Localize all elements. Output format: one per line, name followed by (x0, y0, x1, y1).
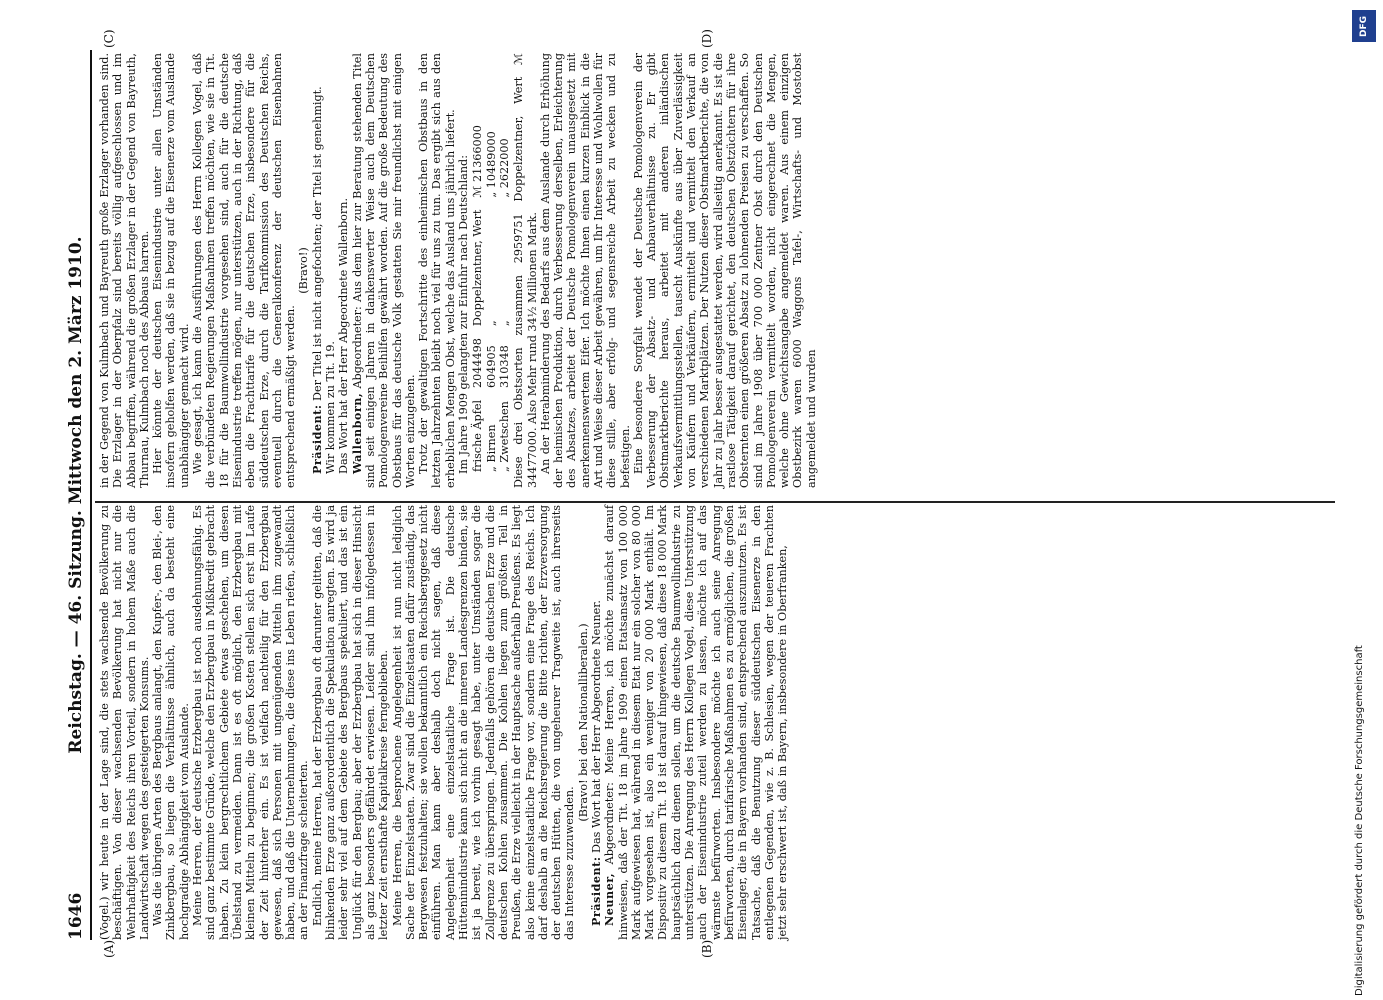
paragraph: Das Wort hat der Herr Abgeordnete Wallenborn. (337, 197, 351, 474)
paragraph: Im Jahre 1909 gelangten zur Einfuhr nach Deutschland: (457, 155, 471, 474)
paragraph: Hier könnte der deutschen Eisenindustrie unter allen Umständen insofern geholfen werden, daß sie in bezug auf die Eisenerze vom Auslande unabhängiger gemacht wird. (151, 53, 191, 488)
column-divider (95, 501, 1335, 503)
funding-sidebar (1350, 6, 1382, 996)
page-title: Reichstag. — 46. Sitzung. Mittwoch den 2. März 1910. (66, 236, 86, 754)
speaker-name: Präsident: (588, 856, 603, 926)
table-cell: „ Birnen (484, 424, 498, 472)
applause-note: (Bravo! bei den Nationalliberalen.) (576, 623, 590, 822)
statement-text: Der Titel ist nicht angefochten; der Titel ist genehmigt. (310, 86, 324, 401)
president-statement (311, 53, 324, 488)
table-cell: 310348 (497, 345, 511, 388)
paragraph: Endlich, meine Herren, hat der Erzbergbau oft darunter gelitten, daß die blinkenden Erze ganz außerordentlich die Spekulation anregten. Es wird ja leider sehr viel auf dem Gebiete des Bergbaus spekuliert, und das ist ein Unglück für den Bergbau; aber der Erzbergbau hat sich in dieser Hinsicht als ganz besonders gefährdet erwiesen. Leider sind ihm infolgedessen in letzter Zeit ernsthafte Kapitalkreise ferngeblieben. (310, 505, 391, 940)
paragraph: Was die übrigen Arten des Bergbaus anlangt, den Kupfer-, den Blei-, den Zinkbergbau, so liegen die Verhältnisse ähnlich, auch da besteht eine hochgradige Abhängigkeit vom Auslande. (151, 505, 191, 940)
paragraph: Wir kommen zu Tit. 19. (324, 341, 338, 474)
table-cell: „ 10489000 (484, 131, 498, 198)
table-cell: „ (484, 320, 498, 327)
margin-marker-d: (D) (700, 29, 714, 48)
speech-text: Meine Herren, ich möchte zunächst darauf hinweisen, daß der Tit. 18 im Jahre 1909 einen Etatsansatz von 100 000 Mark aufgewiesen hat, während in diesem Etat nur ein solcher von 80 000 Mark vorgesehen ist, also ein weniger von 20 000 Mark enthält. Im Dispositiv zu diesem Tit. 18 ist darauf hingewiesen, daß diese 18 000 Mark hauptsächlich dazu dienen sollen, um die deutsche Baumwollindustrie zu unterstützen. Die Anregung des Herrn Kollegen Vogel, diese Unterstützung auch der Eisenindustrie zuteil werden zu lassen, möchte ich auf das wärmste befürworten. Insbesondere möchte ich auch seine Anregung befürworten, durch tarifarische Maßnahmen es zu ermöglichen, die großen Eisenlager, die in Bayern vorhanden sind, entsprechend auszunutzen. Es ist Tatsache, daß die Benutzung dieser süddeutschen Eisenerze in den entlegenen Gegenden, wie z. B. Schlesien, wegen der teueren Frachten jetzt sehr erschwert ist, daß in Bayern, insbesondere in Oberfranken, (603, 504, 790, 940)
paragraph: Eine besondere Sorgfalt wendet der Deutsche Pomologenverein der Verbesserung der Absatz- und Anbauverhältnisse zu. Er gibt Obstmarktberichte heraus, arbeitet mit anderen inländischen Verkaufsvermittlungsstellen, tauscht Auskünfte aus über Zuverlässigkeit von Käufern und Verkäufern, ermittelt und vermittelt den Verkauf an verschiedenen Marktplätzen. Der Nutzen dieser Obstmarktberichte, die von Jahr zu Jahr besser ausgestattet werden, wird allseitig anerkannt. Es ist die rastlose Tätigkeit darauf gerichtet, den deutschen Obstzüchtern für ihre Obsternten einen größeren Absatz zu lohnenden Preisen zu verschaffen. So sind im Jahre 1908 über 700 000 Zentner Obst durch den Deutschen Pomologenverein vermittelt worden, nicht eingerechnet die Mengen, welche ohne Gewichtsangabe angemeldet waren. Aus einem einzigen Obstbezirk waren 6000 Waggons Tafel-, Wirtschafts- und Mostobst angemeldet und wurden (631, 53, 818, 488)
paragraph: Meine Herren, der deutsche Erzbergbau ist noch ausdehnungsfähig. Es sind ganz bestimmte Gründe, welche den Erzbergbau in Mißkredit gebracht haben. Zu klein bergrechtlichem Gebiete etwas geschehen, um diesen Übelstand zu vermeiden. Dann ist es oft möglich, den Erzbergbau mit kleinen Mitteln zu beginnen; die großen Kosten stellen sich erst im Laufe der Zeit hinterher ein. Es ist vielfach nachteilig für den Erzbergbau gewesen, daß sich Personen mit ungenügenden Mitteln ihm zugewandt haben, und daß die Unternehmungen, die diese ins Leben riefen, schließlich an der Finanzfrage scheiterten. (191, 505, 311, 940)
funding-note: Digitalisierung gefördert durch die Deutsche Forschungsgemeinschaft (1354, 645, 1365, 996)
paragraph: (Vogel.) wir heute in der Lage sind, die stets wachsende Bevölkerung zu beschäftigen. Von dieser wachsenden Bevölkerung hat nicht nur die Wehrhaftigkeit des Reichs ihren Vorteil, sondern in hohem Maße auch die Landwirtschaft wegen des gesteigerten Konsums. (98, 505, 151, 940)
president-statement (590, 505, 603, 940)
margin-marker-a: (A) (102, 939, 116, 958)
paragraph: Meine Herren, die besprochene Angelegenheit ist nun nicht lediglich Sache der Einzelstaaten. Zwar sind die Einzelstaaten dafür zuständig, das Bergwesen festzuhalten; sie wollen bekanntlich ein Reichsberggesetz nicht einführen. Man kann aber deshalb doch nicht sagen, daß diese Angelegenheit eine einzelstaatliche Frage ist. Die deutsche Hütteninindustrie kann sich nicht an die inneren Landesgrenzen binden, sie ist ja bereit, wie ich vorhin gesagt habe, unter Umständen sogar die Zollgrenze zu überspringen. Jedenfalls gehören die deutschen Erze und die deutschen Kohlen zusammen. Die Kohlen liegen zum größten Teil in Preußen, die Erze vielleicht in der Hauptsache außerhalb Preußens. Es liegt also keine einzelstaatliche Frage vor, sondern eine Frage des Reichs. Ich darf deshalb an die Reichsregierung die Bitte richten, der Erzversorgung der deutschen Hütten, die von ungeheurer Tragweite ist, auch ihrerseits das Interesse zuzuwenden. (390, 505, 577, 940)
table-cell: ℳ 21366000 (471, 125, 485, 198)
applause-note: (Bravo!) (297, 247, 311, 294)
table-cell: 2044498 (471, 338, 485, 388)
paragraph: An der Herabminderung des Bedarfs aus dem Auslande durch Erhöhung der heimischen Produktion, durch Verbesserung derselben, Erleichterung des Absatzes, arbeitet der Deutsche Pomologenverein unausgesetzt mit anerkennenswertem Eifer. Ich möchte Ihnen einen kurzen Einblick in die Art und Weise dieser Arbeit gewähren, um Ihr Interesse und Wohlwollen für diese stille, aber erfolg- und segensreiche Arbeit zu wecken und zu befestigen. (538, 53, 632, 488)
paragraph: in der Gegend von Kulmbach und Bayreuth große Erzlager vorhanden sind. Die Erzlager in der Oberpfalz sind bereits völlig aufgeschlossen und im Abbau begriffen, während die großen Erzlager in der Gegend von Bayreuth, Thurnau, Kulmbach noch des Abbaus harren. (98, 53, 151, 488)
paragraph: Trotz der gewaltigen Fortschritte des einheimischen Obstbaus in den letzten Jahrzehnten bleibt noch viel für uns zu tun. Das ergibt sich aus den erheblichen Mengen Obst, welche das Ausland uns jährlich liefert. (417, 53, 457, 488)
paragraph: Wie gesagt, ich kann die Ausführungen des Herrn Kollegen Vogel, daß die verbündeten Regierungen Maßnahmen treffen möchten, wie sie in Tit. 18 für die Baumwollindustrie vorgesehen sind, auch für die deutsche Eisenindustrie treffen mögen, nur unterstützen, auch in der Richtung, daß eben die Frachttarife für die deutschen Erze, insbesondere für die süddeutschen Erze, durch die Tarifkommission des Deutschen Reichs, eventuell durch die Generalkonferenz der deutschen Eisenbahnen entsprechend ermäßigt werden. (191, 53, 298, 488)
speech-text: Aus dem hier zur Beratung stehenden Titel sind seit einigen Jahren in dankenswerter Weise auch dem Deutschen Pomologenvereine Beihilfen gewährt worden. Auf die große Bedeutung des Obstbaus für das deutsche Volk gestatten Sie mir freundlichst mit einigen Worten einzugehen. (350, 53, 417, 488)
speaker-role: Abgeordneter: (603, 782, 617, 865)
page-number: 1646 (66, 892, 86, 940)
right-column (98, 53, 818, 488)
table-row (485, 119, 498, 478)
table-cell: „ (497, 320, 511, 327)
table-cell: „ Zwetschen (497, 401, 511, 472)
speech-paragraph (603, 505, 789, 940)
table-cell: frische Äpfel (471, 399, 485, 472)
speech-paragraph (351, 53, 417, 488)
statement-text: Das Wort hat der Herr Abgeordnete Neuner. (589, 600, 603, 853)
dfg-logo: DFG (1352, 10, 1376, 42)
table-row (498, 119, 511, 478)
speaker-name: Neuner, (602, 872, 617, 926)
page-header (60, 50, 92, 940)
speaker-name: Wallenborn, (349, 392, 364, 474)
table-cell: 604905 (484, 345, 498, 388)
import-statistics-table (471, 119, 511, 478)
speaker-name: Präsident: (309, 404, 324, 474)
margin-marker-b: (B) (700, 939, 714, 958)
table-row (471, 119, 484, 478)
paragraph: Diese drei Obstsorten zusammen 2959751 Doppelzentner, Wert ℳ 34477000. Also Mehr rund 34½ Millionen Mark. (512, 53, 539, 488)
table-cell: Doppelzentner, Wert (471, 209, 485, 327)
left-column (98, 505, 789, 940)
speaker-role: Abgeordneter: (350, 306, 364, 389)
margin-marker-c: (C) (102, 29, 116, 48)
table-cell: „ 2622000 (497, 138, 511, 198)
